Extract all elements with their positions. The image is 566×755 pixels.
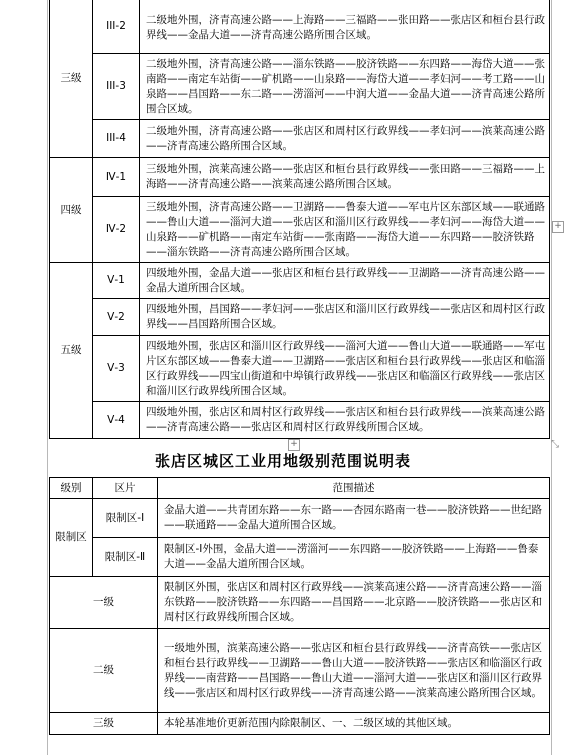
zone-code: Ⅴ-3: [107, 362, 125, 374]
zone-code: III-2: [106, 20, 126, 32]
level-label-3: 三级: [93, 717, 114, 729]
zone-description: 四级地外围，张店区和淄川区行政界线——淄河大道——鲁山大道——联通路——军屯片区东部区域——鲁泰大道——卫湖路——张店区和桓台县行政界线——张店区和临淄区行政界线——四宝山街道和中埠镇行政界线——张店区和临淄区行政界线——张店区和淄川区行政界线所围合区域。: [146, 339, 545, 397]
zone-name: 限制区-Ⅰ: [105, 511, 145, 524]
level-label-5: 五级: [60, 344, 82, 356]
zone-code: III-4: [106, 132, 126, 144]
zone-description: 二级地外围，济青高速公路——上海路——三福路——张田路——张店区和桓台县行政界线——金晶大道——济青高速公路所围合区域。: [146, 13, 545, 41]
level-label-4: 四级: [60, 203, 82, 216]
zone-code: III-3: [106, 80, 126, 92]
zone-code: Ⅴ-1: [107, 274, 125, 286]
zone-description: 三级地外围，滨莱高速公路——张店区和桓台县行政界线——张田路——三福路——上海路——济青高速公路——滨莱高速公路所围合区域。: [146, 163, 545, 190]
level-label-2: 二级: [93, 664, 114, 676]
level-3-description: 本轮基准地价更新范围内除限制区、一、二级区域的其他区域。: [164, 717, 458, 729]
level-label-1: 一级: [93, 596, 114, 608]
header-description: 范围描述: [332, 481, 375, 494]
page-margin-right: [551, 0, 552, 755]
zone-description: 四级地外围，昌国路——孝妇河——张店区和淄川区行政界线——张店区和周村区行政界线——昌国路所围合区域。: [146, 303, 545, 330]
header-zone: 区片: [114, 481, 136, 494]
zone-description: 四级地外围，金晶大道——张店区和桓台县行政界线——卫湖路——济青高速公路——金晶大道所围合区域。: [146, 266, 545, 294]
table-title: 张店区城区工业用地级别范围说明表: [154, 452, 411, 470]
level-label-restricted: 限制区: [55, 531, 87, 543]
zone-description: 三级地外围，济青高速公路——卫湖路——鲁泰大道——军屯片区东部区域——联通路——鲁山大道——淄河大道——张店区和淄川区行政界线——孝妇河——海岱大道——山泉路——矿机路——南定车站街——张南路——海岱大道——东四路——胶济铁路——淄东铁路——济青高速公路所围合区域。: [146, 200, 545, 258]
header-level: 级别: [60, 481, 82, 494]
zone-name: 限制区-Ⅱ: [104, 550, 146, 563]
zone-code: Ⅳ-2: [105, 223, 127, 235]
zone-description: 限制区-Ⅰ外围，金晶大道——涝淄河——东四路——胶济铁路——上海路——鲁泰大道——金晶大道所围合区域。: [164, 543, 539, 570]
zone-description: 四级地外围，张店区和周村区行政界线——张店区和桓台县行政界线——滨莱高速公路——济青高速公路——张店区和周村区行政界线所围合区域。: [146, 406, 545, 433]
zone-code: Ⅳ-1: [105, 170, 127, 183]
add-row-handle-icon[interactable]: +: [288, 439, 300, 451]
zone-description: 二级地外围，济青高速公路——淄东铁路——胶济铁路——东四路——海岱大道——张南路——南定车站街——矿机路——山泉路——海岱大道——孝妇河——考工路——山泉路——昌国路——东二路——涝淄河——中润大道——金晶大道——济青高速公路所围合区域。: [146, 57, 545, 115]
add-column-handle-icon[interactable]: +: [552, 221, 564, 233]
zone-description: 金晶大道——共青团东路——东一路——杏园东路南一巷——胶济铁路——世纪路——联通路——金晶大道所围合区域。: [164, 504, 542, 531]
zone-description: 二级地外围，济青高速公路——张店区和周村区行政界线——孝妇河——滨莱高速公路——济青高速公路所围合区域。: [146, 124, 545, 152]
level-label-3: 三级: [60, 72, 82, 84]
level-1-description: 限制区外围，张店区和周村区行政界线——滨莱高速公路——济青高速公路——淄东铁路——胶济铁路——东四路——昌国路——北京路——胶济铁路——张店区和周村区行政界线所围合区域。: [164, 581, 542, 623]
zone-code: Ⅴ-4: [107, 413, 125, 426]
page-margin-left: [47, 0, 48, 755]
level-2-description: 一级地外围，滨莱高速公路——张店区和桓台县行政界线——济青高铁——张店区和桓台县行政界线——卫湖路——鲁山大道——胶济铁路——张店区和临淄区行政界线——南营路——昌国路——鲁山大道——淄河大道——张店区和淄川区行政界线——张店区和周村区行政界线——济青高速公路——滨莱高速公路所围合区域。: [164, 641, 542, 699]
zone-code: Ⅴ-2: [107, 310, 125, 323]
table-resize-handle-icon[interactable]: ⤡: [551, 439, 559, 450]
